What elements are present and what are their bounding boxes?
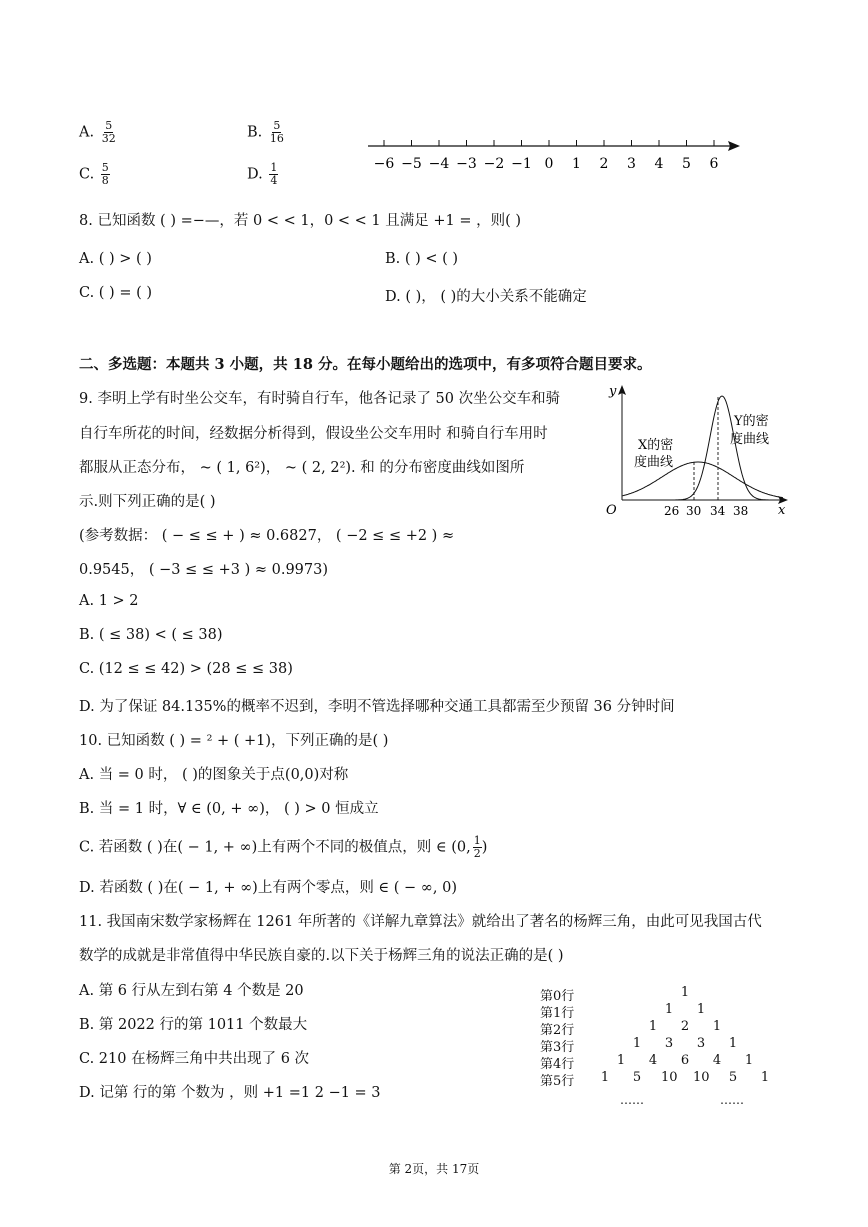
number-line-label: 2	[599, 156, 609, 172]
q10-option-b: B. 当 = 1 时，∀ ∈ (0, + ∞)， ( ) > 0 恒成立	[79, 801, 379, 817]
triangle-value: 1	[760, 1070, 770, 1085]
q8-option-b: B. ( ) < ( )	[385, 251, 459, 267]
number-line-label: −5	[401, 156, 422, 172]
triangle-value: 4	[712, 1053, 722, 1068]
triangle-value: 1	[712, 1019, 722, 1034]
triangle-value: 1	[744, 1053, 754, 1068]
triangle-row-label: 第4行	[540, 1057, 575, 1072]
y-curve-label-1: Y的密	[734, 414, 769, 429]
triangle-value: 1	[696, 1002, 706, 1017]
triangle-ellipsis-right: ……	[720, 1093, 744, 1107]
q10-option-d: D. 若函数 ( )在( − 1, + ∞)上有两个零点，则 ∈ ( − ∞, 0)	[79, 880, 457, 896]
q9-option-a: A. 1 > 2	[79, 593, 139, 609]
triangle-value: 3	[664, 1036, 674, 1051]
x-axis-label: x	[778, 503, 786, 518]
triangle-value: 4	[648, 1053, 658, 1068]
x-curve-label-2: 度曲线	[634, 455, 674, 470]
triangle-value: 1	[680, 985, 690, 1000]
triangle-value: 1	[728, 1036, 738, 1051]
q7-option-a: A. $\frac{5}{32}$	[79, 119, 116, 145]
number-line-label: −6	[373, 156, 395, 172]
y-curve-label-2: 度曲线	[730, 432, 770, 447]
triangle-ellipsis-left: ……	[620, 1093, 644, 1107]
q8-option-d: D. ( )， ( )的大小关系不能确定	[385, 289, 587, 305]
q9-line-3: 都服从正态分布， ~ ( 1, 6²)， ~ ( 2, 2²). 和 的分布密度曲线如图所	[79, 460, 525, 476]
number-line	[360, 130, 750, 175]
tick-30: 30	[686, 504, 702, 518]
triangle-value: 1	[600, 1070, 610, 1085]
q9-option-d: D. 为了保证 84.135%的概率不迟到，李明不管选择哪种交通工具都需至少预留 36 分钟时间	[79, 699, 675, 715]
number-line-label: −1	[511, 156, 532, 172]
q7-option-c: C. $\frac{5}{8}$	[79, 161, 109, 187]
tick-26: 26	[664, 504, 680, 518]
tick-34: 34	[710, 504, 726, 518]
q7-option-b: B. $\frac{5}{16}$	[247, 119, 284, 145]
q8-option-c: C. ( ) = ( )	[79, 285, 153, 301]
number-line-label: −4	[428, 156, 450, 172]
triangle-value: 1	[664, 1002, 674, 1017]
q9-line-1: 9. 李明上学有时坐公交车，有时骑自行车，他各记录了 50 次坐公交车和骑	[79, 391, 561, 407]
number-line-label: 1	[572, 156, 581, 172]
q11-option-d: D. 记第 行的第 个数为 ，则 +1 =1 2 −1 = 3	[79, 1085, 381, 1101]
triangle-row-label: 第2行	[540, 1023, 575, 1038]
q9-option-c: C. (12 ≤ ≤ 42) > (28 ≤ ≤ 38)	[79, 661, 293, 677]
page-footer: 第 2页，共 17页	[388, 1162, 480, 1176]
q11-option-c: C. 210 在杨辉三角中共出现了 6 次	[79, 1051, 310, 1067]
number-line-label: 0	[544, 156, 554, 172]
triangle-value: 1	[632, 1036, 642, 1051]
triangle-value: 1	[648, 1019, 658, 1034]
triangle-value: 10	[693, 1070, 710, 1085]
triangle-value: 6	[680, 1053, 690, 1068]
number-line-label: 4	[654, 156, 664, 172]
q11-line-2: 数学的成就是非常值得中华民族自豪的.以下关于杨辉三角的说法正确的是( )	[79, 948, 564, 964]
yang-hui-triangle	[540, 985, 780, 1115]
q8-stem: 8. 已知函数 ( ) =−—，若 0 < < 1，0 < < 1 且满足 +1 = ，则( )	[79, 213, 522, 229]
triangle-value: 5	[632, 1070, 642, 1085]
number-line-label: −2	[483, 156, 505, 172]
q11-option-b: B. 第 2022 行的第 1011 个数最大	[79, 1017, 308, 1033]
y-axis-label: y	[609, 384, 617, 399]
x-curve-label-1: X的密	[638, 438, 674, 453]
number-line-label: 6	[709, 156, 719, 172]
triangle-value: 1	[616, 1053, 626, 1068]
q10-option-c: C. 若函数 ( )在( − 1, + ∞)上有两个不同的极值点，则 ∈ (0, $\frac{1}{2}$ )	[79, 834, 488, 860]
triangle-row-label: 第5行	[540, 1074, 575, 1089]
q9-line-4: 示.则下列正确的是( )	[79, 494, 216, 510]
q9-reference-1: (参考数据： ( − ≤ ≤ + ) ≈ 0.6827， ( −2 ≤ ≤ +2 ) ≈	[79, 528, 455, 544]
q8-option-a: A. ( ) > ( )	[79, 251, 152, 267]
number-line-label: −3	[456, 156, 477, 172]
tick-38: 38	[733, 504, 749, 518]
normal-distribution-figure	[598, 382, 794, 522]
number-line-label: 3	[627, 156, 636, 172]
q9-line-2: 自行车所花的时间，经数据分析得到，假设坐公交车用时 和骑自行车用时	[79, 426, 548, 442]
triangle-value: 5	[728, 1070, 738, 1085]
q7-option-d: D. $\frac{1}{4}$	[247, 161, 278, 187]
q9-reference-2: 0.9545， ( −3 ≤ ≤ +3 ) ≈ 0.9973)	[79, 562, 329, 578]
q11-line-1: 11. 我国南宋数学家杨辉在 1261 年所著的《详解九章算法》就给出了著名的杨辉三角，由此可见我国古代	[79, 914, 762, 930]
q9-option-b: B. ( ≤ 38) < ( ≤ 38)	[79, 627, 223, 643]
q10-stem: 10. 已知函数 ( ) = ² + ( +1)，下列正确的是( )	[79, 733, 389, 749]
q10-option-a: A. 当 = 0 时， ( )的图象关于点(0,0)对称	[79, 767, 349, 783]
triangle-value: 10	[661, 1070, 678, 1085]
number-line-label: 5	[682, 156, 691, 172]
triangle-row-label: 第3行	[540, 1040, 575, 1055]
triangle-row-label: 第0行	[540, 989, 575, 1004]
q11-option-a: A. 第 6 行从左到右第 4 个数是 20	[79, 983, 304, 999]
triangle-value: 3	[696, 1036, 706, 1051]
origin-label: O	[606, 503, 617, 518]
section-2-title: 二、多选题：本题共 3 小题，共 18 分。在每小题给出的选项中，有多项符合题目要求。	[79, 356, 652, 373]
triangle-row-label: 第1行	[540, 1006, 575, 1021]
triangle-value: 2	[680, 1019, 690, 1034]
